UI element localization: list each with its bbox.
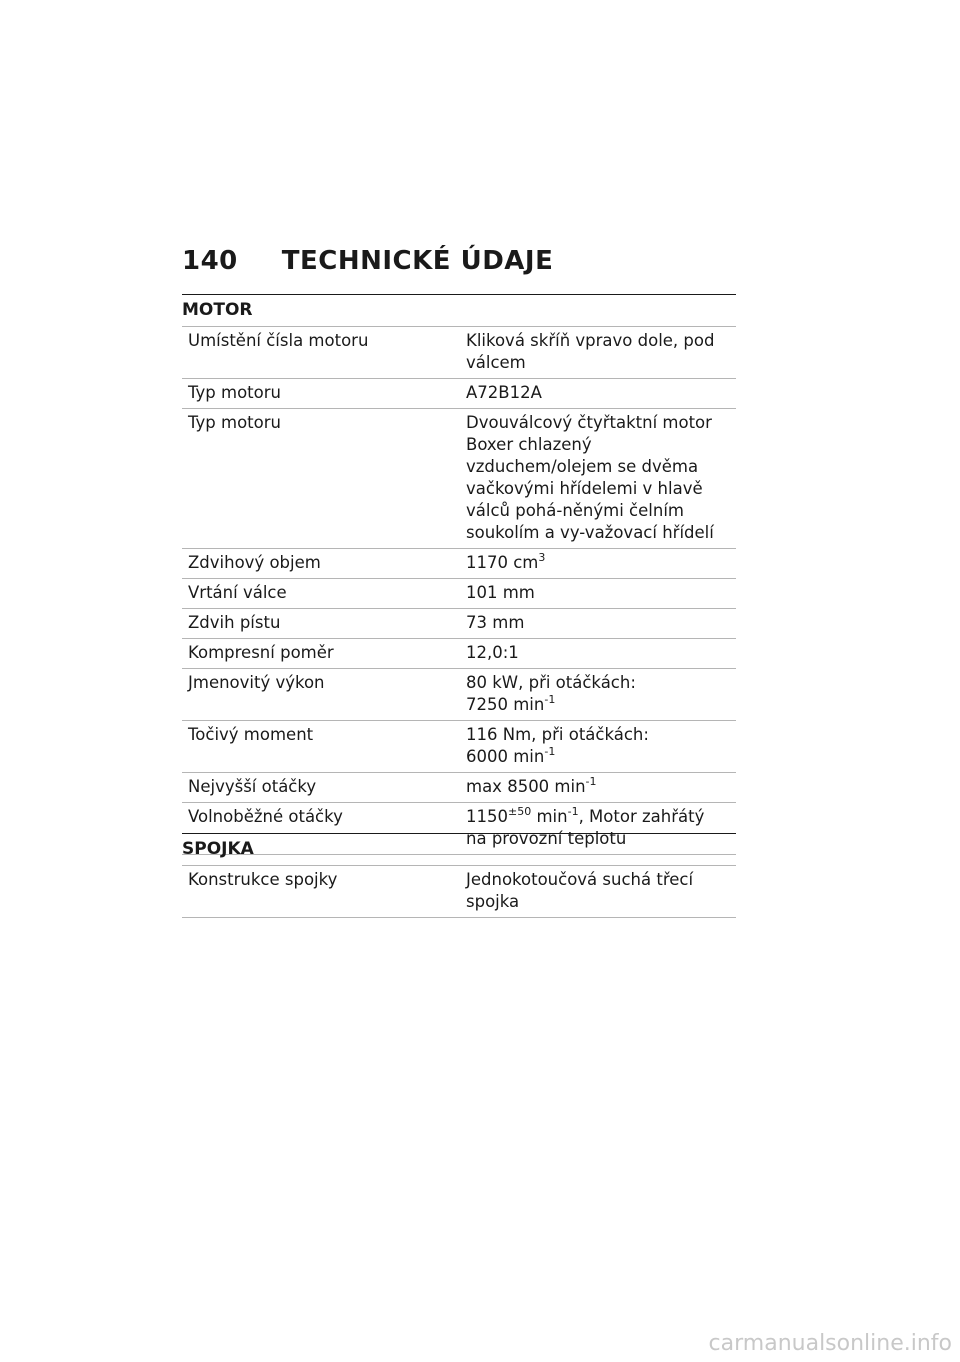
spec-label: Točivý moment: [188, 725, 314, 744]
spec-label: Kompresní poměr: [188, 643, 334, 662]
spec-value: Jednokotoučová suchá třecí spojka: [466, 870, 694, 911]
page-header: [182, 246, 553, 276]
section-title-motor: MOTOR: [182, 294, 736, 326]
table-row: [182, 721, 736, 773]
spec-value: 116 Nm, při otáčkách: 6000 $\min^{-1}$: [466, 725, 649, 766]
table-row: [182, 639, 736, 669]
spec-label: Vrtání válce: [188, 583, 287, 602]
table-row: [182, 609, 736, 639]
spec-label: Nejvyšší otáčky: [188, 777, 317, 796]
page-title: TECHNICKÉ ÚDAJE: [281, 246, 554, 276]
spojka-section: [182, 833, 736, 918]
watermark: carmanualsonline.info: [708, 1331, 952, 1356]
spec-label: Zdvih pístu: [188, 613, 281, 632]
motor-section: [182, 294, 736, 855]
table-row: [182, 669, 736, 721]
table-row: [182, 379, 736, 409]
table-row: [182, 773, 736, 803]
spec-value: Kliková skříň vpravo dole, pod válcem: [466, 331, 715, 372]
spojka-spec-table: [182, 865, 736, 918]
table-row: [182, 409, 736, 549]
motor-spec-table: [182, 326, 736, 855]
spec-value: max 8500 $\min^{-1}$: [466, 775, 597, 796]
page-number: 140: [182, 246, 238, 276]
table-row: [182, 866, 736, 918]
spec-label: Umístění čísla motoru: [188, 331, 369, 350]
spec-value: 73 mm: [466, 613, 525, 632]
spec-value: 12,0:1: [466, 643, 519, 662]
spec-value: A72B12A: [466, 383, 542, 402]
spec-label: Typ motoru: [188, 413, 281, 432]
spec-label: Konstrukce spojky: [188, 870, 338, 889]
spec-label: Volnoběžné otáčky: [188, 807, 343, 826]
spec-value: 1170 $cm^3$: [466, 551, 546, 572]
section-title-spojka: SPOJKA: [182, 833, 736, 865]
spec-value: $1150^{\pm 50}$ $\min^{-1}$, Motor zahřátý na provozní teplotu: [466, 805, 705, 848]
table-row: [182, 579, 736, 609]
spec-value: 80 kW, při otáčkách: 7250 $\min^{-1}$: [466, 673, 636, 714]
spec-label: Jmenovitý výkon: [188, 673, 325, 692]
spec-label: Zdvihový objem: [188, 553, 321, 572]
table-row: [182, 549, 736, 579]
spec-label: Typ motoru: [188, 383, 281, 402]
spec-value: Dvouválcový čtyřtaktní motor Boxer chlazený vzduchem/olejem se dvěma vačkovými hřídelemi v hlavě válců pohá-něnými čelním soukolím a vy-važovací hřídelí: [466, 413, 714, 542]
spec-value: 101 mm: [466, 583, 535, 602]
table-row: [182, 327, 736, 379]
